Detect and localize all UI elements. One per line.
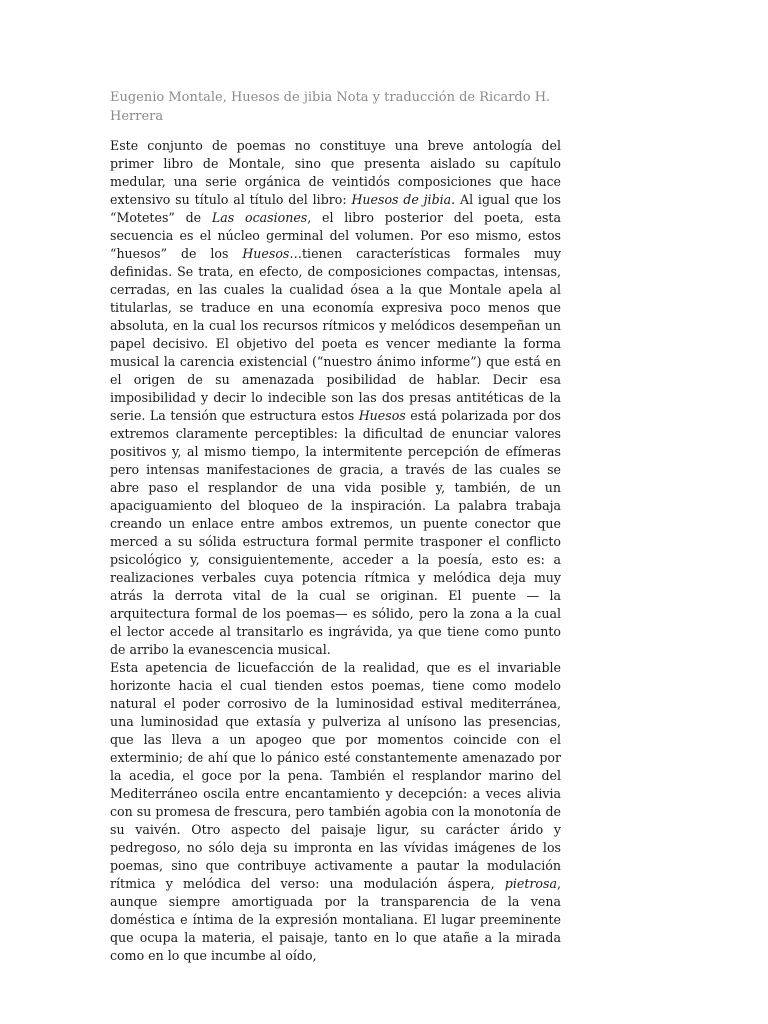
paragraph-1-text-2: . Al igual que los “Motetes” de <box>110 192 561 225</box>
paragraph-1-text-1: Este conjunto de poemas no constituye una breve antología del primer libro de Montale, sino que presenta aislado su capítulo medular, una serie orgánica de veintidós composiciones que hace extensivo su título al título del libro: <box>110 138 561 207</box>
paragraph-2-text-2: , aunque siempre amortiguada por la transparencia de la vena doméstica e íntima de la expresión montaliana. El lugar preeminente que ocupa la materia, el paisaje, tanto en lo que atañe a la mirada como en lo que incumbe al oído, <box>110 876 561 963</box>
paragraph-2 <box>110 659 561 965</box>
book-title-huesos-de-jibia: Huesos de jibia <box>351 192 452 207</box>
book-title-huesos-ellipsis: Huesos… <box>242 246 302 261</box>
paragraph-2-text-1: Esta apetencia de licuefacción de la realidad, que es el invariable horizonte hacia el cual tienden estos poemas, tiene como modelo natural el poder corrosivo de la luminosidad estival mediterránea, una luminosidad que extasía y pulveriza al unísono las presencias, que las lleva a un apogeo que por momentos coincide con el exterminio; de ahí que lo pánico esté constantemente amenazado por la acedia, el goce por la pena. También el resplandor marino del Mediterráneo oscila entre encantamiento y decepción: a veces alivia con su promesa de frescura, pero también agobia con la monotonía de su vaivén. Otro aspecto del paisaje ligur, su carácter árido y pedregoso, no sólo deja su impronta en las vívidas imágenes de los poemas, sino que contribuye activamente a pautar la modulación rítmica y melódica del verso: una modulación áspera, <box>110 660 561 891</box>
document-body <box>110 137 561 965</box>
paragraph-1-text-4: tienen características formales muy definidas. Se trata, en efecto, de composiciones compactas, intensas, cerradas, en las cuales la cualidad ósea a la que Montale apela al titularlas, se traduce en una economía expresiva poco menos que absoluta, en la cual los recursos rítmicos y melódicos desempeñan un papel decisivo. El objetivo del poeta es vencer mediante la forma musical la carencia existencial (“nuestro ánimo informe”) que está en el origen de su amenazada posibilidad de hablar. Decir esa imposibilidad y decir lo indecible son las dos presas antitéticas de la serie. La tensión que estructura estos <box>110 246 561 423</box>
paragraph-1-text-5: está polarizada por dos extremos claramente perceptibles: la dificultad de enunciar valores positivos y, al mismo tiempo, la intermitente percepción de efímeras pero intensas manifestaciones de gracia, a través de las cuales se abre paso el resplandor de una vida posible y, también, de un apaciguamiento del bloqueo de la inspiración. La palabra trabaja creando un enlace entre ambos extremos, un puente conector que merced a su sólida estructura formal permite trasponer el conflicto psicológico y, consiguientemente, acceder a la poesía, esto es: a realizaciones verbales cuya potencia rítmica y melódica deja muy atrás la derrota vital de la cual se originan. El puente — la arquitectura formal de los poemas— es sólido, pero la zona a la cual el lector accede al transitarlo es ingrávida, ya que tiene como punto de arribo la evanescencia musical. <box>110 408 561 657</box>
document-title: Eugenio Montale, Huesos de jibia Nota y traducción de Ricardo H. Herrera <box>110 90 551 124</box>
italic-pietrosa: pietrosa <box>504 876 557 891</box>
paragraph-1-text-3: , el libro posterior del poeta, esta secuencia es el núcleo germinal del volumen. Por eso mismo, estos “huesos” de los <box>110 210 561 261</box>
book-title-las-ocasiones: Las ocasiones <box>211 210 308 225</box>
paragraph-1 <box>110 137 561 659</box>
book-title-huesos: Huesos <box>358 408 406 423</box>
